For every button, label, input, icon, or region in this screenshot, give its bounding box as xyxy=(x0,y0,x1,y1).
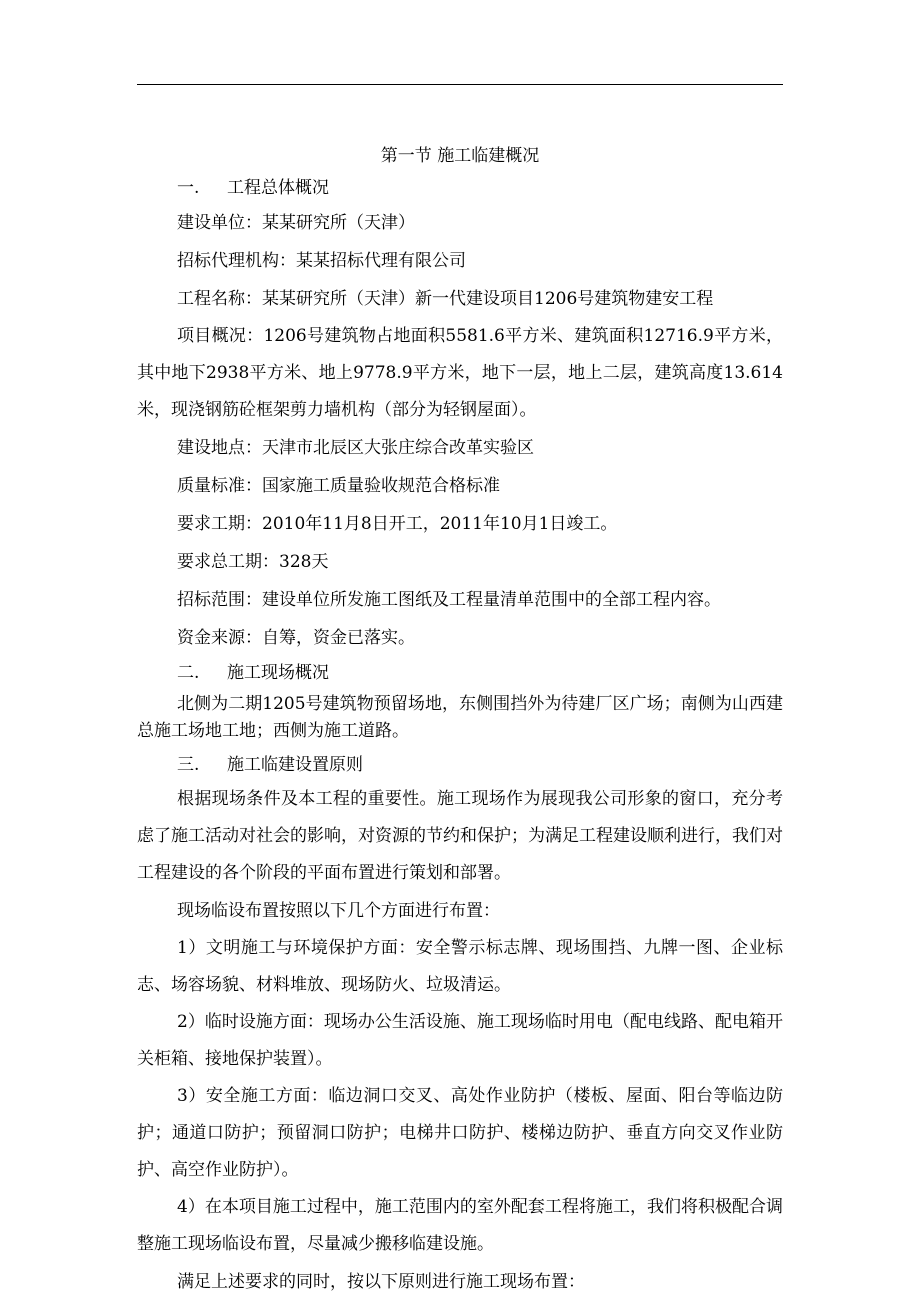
paragraph-agent: 招标代理机构：某某招标代理有限公司 xyxy=(177,251,466,271)
heading-site xyxy=(137,657,783,689)
section-title: 第一节 施工临建概况 xyxy=(380,146,540,166)
paragraph-project-overview: 项目概况：1206号建筑物占地面积5581.6平方米、建筑面积12716.9平方米，其中地下2938平方米、地上9778.9平方米，地下一层，地上二层，建筑高度13.614米，现浇钢筋砼框架剪力墙机构（部分为轻钢屋面）。 xyxy=(137,326,783,420)
paragraph-layout: 现场临设布置按照以下几个方面进行布置： xyxy=(177,901,500,921)
paragraph-scope: 招标范围：建设单位所发施工图纸及工程量清单范围中的全部工程内容。 xyxy=(177,590,721,610)
heading-number: 一. xyxy=(177,178,200,198)
heading-principles xyxy=(137,749,783,781)
paragraph-total-period: 要求总工期：328天 xyxy=(177,552,329,572)
heading-number: 二. xyxy=(177,663,200,683)
paragraph-period: 要求工期：2010年11月8日开工，2011年10月1日竣工。 xyxy=(177,514,618,534)
paragraph-item-4: 4）在本项目施工过程中，施工范围内的室外配套工程将施工，我们将积极配合调整施工现场临设布置，尽量减少搬移临建设施。 xyxy=(137,1197,783,1254)
paragraph-quality: 质量标准：国家施工质量验收规范合格标准 xyxy=(177,476,500,496)
paragraph-location: 建设地点：天津市北辰区大张庄综合改革实验区 xyxy=(177,438,534,458)
heading-number: 三. xyxy=(177,755,200,775)
paragraph-final: 满足上述要求的同时，按以下原则进行施工现场布置： xyxy=(177,1272,585,1292)
header-rule xyxy=(137,84,783,85)
document-body xyxy=(137,140,783,1301)
paragraph-fund: 资金来源：自筹，资金已落实。 xyxy=(177,628,415,648)
heading-overview xyxy=(137,172,783,204)
paragraph-principle: 根据现场条件及本工程的重要性。施工现场作为展现我公司形象的窗口，充分考虑了施工活动对社会的影响，对资源的节约和保护；为满足工程建设顺利进行，我们对工程建设的各个阶段的平面布置进行策划和部署。 xyxy=(137,789,783,883)
heading-text: 施工现场概况 xyxy=(227,663,329,683)
heading-text: 施工临建设置原则 xyxy=(227,755,363,775)
heading-text: 工程总体概况 xyxy=(227,178,329,198)
paragraph-item-3: 3）安全施工方面：临边洞口交叉、高处作业防护（楼板、屋面、阳台等临边防护；通道口防护；预留洞口防护；电梯井口防护、楼梯边防护、垂直方向交叉作业防护、高空作业防护）。 xyxy=(137,1086,783,1180)
paragraph-project-name: 工程名称：某某研究所（天津）新一代建设项目1206号建筑物建安工程 xyxy=(177,289,714,309)
paragraph-owner: 建设单位：某某研究所（天津） xyxy=(177,213,415,233)
paragraph-item-2: 2）临时设施方面：现场办公生活设施、施工现场临时用电（配电线路、配电箱开关柜箱、接地保护装置）。 xyxy=(137,1012,783,1069)
paragraph-site: 北侧为二期1205号建筑物预留场地，东侧围挡外为待建厂区广场；南侧为山西建总施工场地工地；西侧为施工道路。 xyxy=(137,694,783,741)
paragraph-item-1: 1）文明施工与环境保护方面：安全警示标志牌、现场围挡、九牌一图、企业标志、场容场貌、材料堆放、现场防火、垃圾清运。 xyxy=(137,938,783,995)
